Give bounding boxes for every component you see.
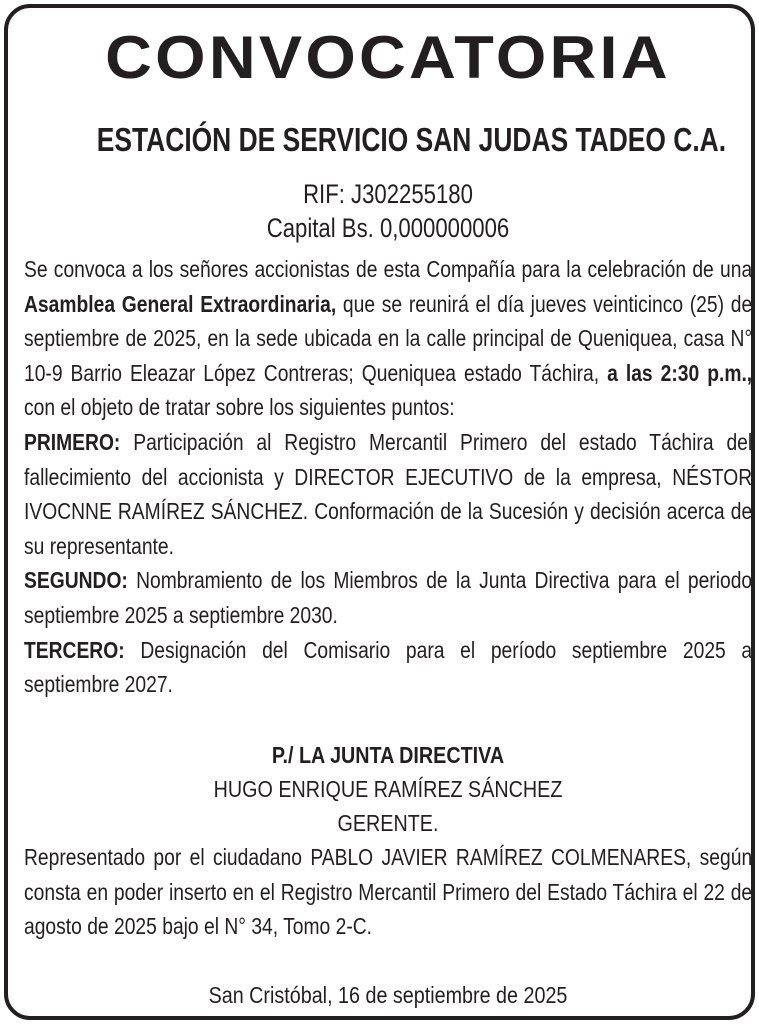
intro-paragraph (24, 252, 752, 425)
intro-text-3: con el objeto de tratar sobre los siguientes puntos: (24, 394, 455, 421)
representation-paragraph (24, 840, 752, 944)
agenda-point-text: Participación al Registro Mercantil Primero del estado Táchira del fallecimiento del accionista y DIRECTOR EJECUTIVO de la empresa, NÉSTOR IVOCNNE RAMÍREZ SÁNCHEZ. Conformación de la Sucesión y decisión acerca de su representante. (24, 428, 753, 559)
intro-text-1: Se convoca a los señores accionistas de esta Compañía para la celebración de una (24, 256, 753, 282)
agenda-point-text: Designación del Comisario para el período septiembre 2025 a septiembre 2027. (24, 636, 753, 698)
notice-border (4, 4, 755, 1020)
assembly-type: Asamblea General Extraordinaria, (24, 290, 337, 317)
signature-name: HUGO ENRIQUE RAMÍREZ SÁNCHEZ (213, 776, 563, 802)
company-name: ESTACIÓN DE SERVICIO SAN JUDAS TADEO C.A. (96, 121, 727, 158)
rif-number: RIF: J302255180 (303, 179, 473, 209)
agenda-point-label: TERCERO: (24, 636, 125, 663)
place-and-date: San Cristóbal, 16 de septiembre de 2025 (208, 982, 568, 1008)
agenda-point-label: PRIMERO: (24, 428, 121, 455)
meeting-time: a las 2:30 p.m., (607, 359, 753, 386)
signature-on-behalf: P./ LA JUNTA DIRECTIVA (271, 742, 505, 768)
agenda-point-2 (24, 563, 752, 632)
agenda-point-3 (24, 633, 752, 702)
agenda-point-label: SEGUNDO: (24, 567, 128, 594)
agenda-point-text: Nombramiento de los Miembros de la Junta Directiva para el periodo septiembre 2025 a septiembre 2030. (24, 567, 753, 628)
agenda-point-1 (24, 425, 752, 563)
representation-text: Representado por el ciudadano PABLO JAVIER RAMÍREZ COLMENARES, según consta en poder inserto en el Registro Mercantil Primero del Estado Táchira el 22 de agosto de 2025 bajo el N° 34, Tomo 2-C. (24, 844, 753, 940)
notice-title: CONVOCATORIA (105, 24, 671, 91)
signature-role: GERENTE. (337, 810, 439, 836)
capital-amount: Capital Bs. 0,000000006 (266, 213, 510, 243)
notice-body (24, 252, 752, 702)
intro-text-2: que se reunirá el día jueves veinticinco (25) de septiembre de 2025, en la sede ubicada en la calle principal de Queniquea, casa N° 10-9 Barrio Eleazar López Contreras; Queniquea estado Táchira, (24, 290, 753, 386)
